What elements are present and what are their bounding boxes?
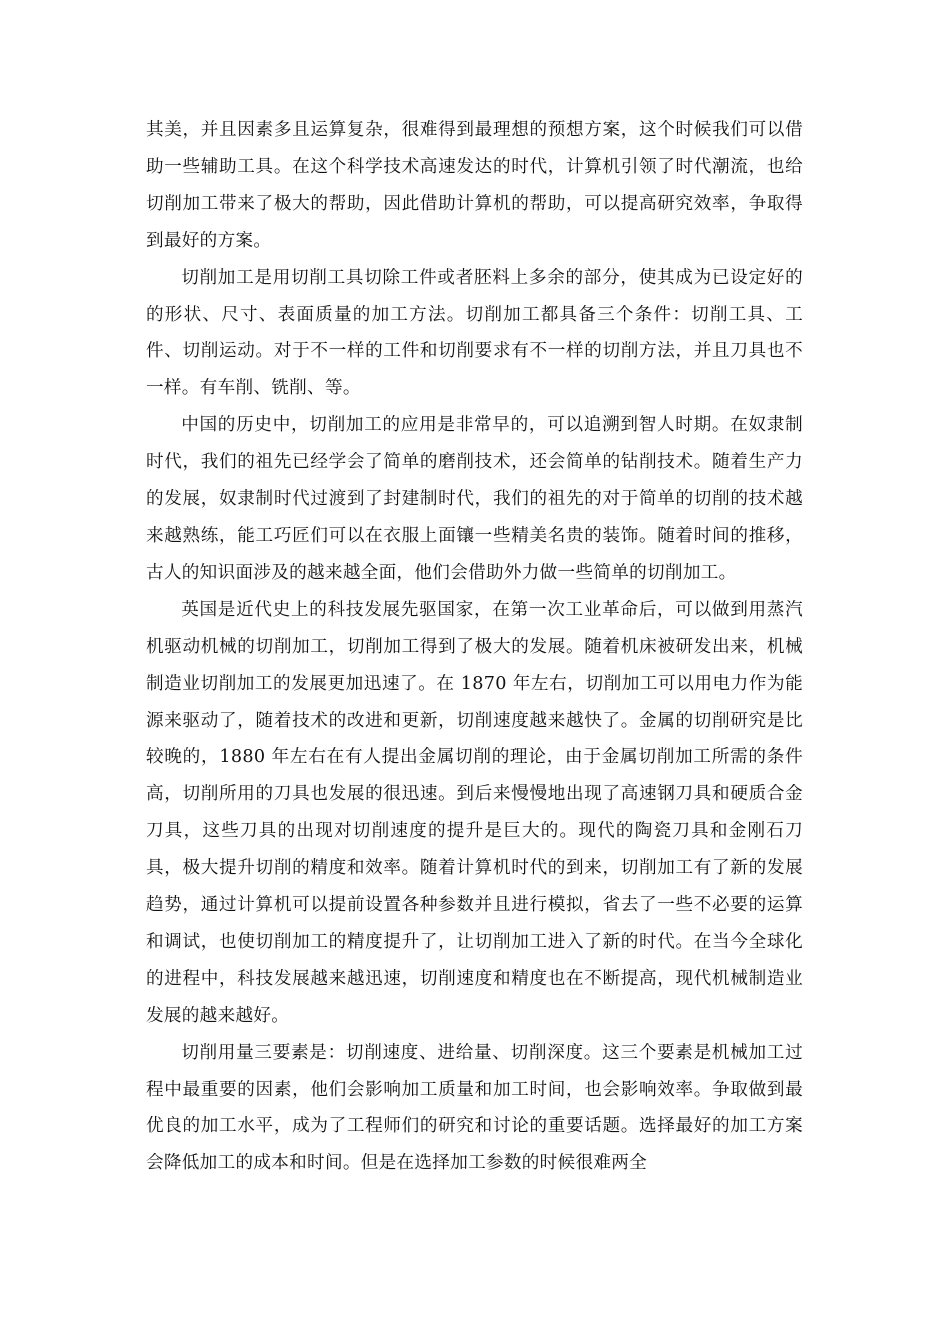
paragraph-2: 切削加工是用切削工具切除工件或者胚料上多余的部分，使其成为已设定好的的形状、尺寸、表面质量的加工方法。切削加工都具备三个条件：切削工具、工件、切削运动。对于不一样的工件和切削要求有不一样的切削方法，并且刀具也不一样。有车削、铣削、等。 — [146, 267, 803, 399]
body-text — [146, 112, 803, 1182]
paragraph-4: 英国是近代史上的科技发展先驱国家，在第一次工业革命后，可以做到用蒸汽机驱动机械的切削加工，切削加工得到了极大的发展。随着机床被研发出来，机械制造业切削加工的发展更加迅速了。在 1870 年左右，切削加工可以用电力作为能源来驱动了，随着技术的改进和更新，切削速度越来越快了。金属的切削研究是比较晚的，1880 年左右在有人提出金属切削的理论，由于金属切削加工所需的条件高，切削所用的刀具也发展的很迅速。到后来慢慢地出现了高速钢刀具和硬质合金刀具，这些刀具的出现对切削速度的提升是巨大的。现代的陶瓷刀具和金刚石刀具，极大提升切削的精度和效率。随着计算机时代的到来，切削加工有了新的发展趋势，通过计算机可以提前设置各种参数并且进行模拟，省去了一些不必要的运算和调试，也使切削加工的精度提升了，让切削加工进入了新的时代。在当今全球化的进程中，科技发展越来越迅速，切削速度和精度也在不断提高，现代机械制造业发展的越来越好。 — [146, 599, 803, 1026]
paragraph-5: 切削用量三要素是：切削速度、进给量、切削深度。这三个要素是机械加工过程中最重要的因素，他们会影响加工质量和加工时间，也会影响效率。争取做到最优良的加工水平，成为了工程师们的研究和讨论的重要话题。选择最好的加工方案会降低加工的成本和时间。但是在选择加工参数的时候很难两全 — [146, 1042, 803, 1174]
paragraph-1: 其美，并且因素多且运算复杂，很难得到最理想的预想方案，这个时候我们可以借助一些辅助工具。在这个科学技术高速发达的时代，计算机引领了时代潮流，也给切削加工带来了极大的帮助，因此借助计算机的帮助，可以提高研究效率，争取得到最好的方案。 — [146, 120, 803, 251]
paragraph-3: 中国的历史中，切削加工的应用是非常早的，可以追溯到智人时期。在奴隶制时代，我们的祖先已经学会了简单的磨削技术，还会简单的钻削技术。随着生产力的发展，奴隶制时代过渡到了封建制时代，我们的祖先的对于简单的切削的技术越来越熟练，能工巧匠们可以在衣服上面镶一些精美名贵的装饰。随着时间的推移，古人的知识面涉及的越来越全面，他们会借助外力做一些简单的切削加工。 — [146, 415, 803, 583]
